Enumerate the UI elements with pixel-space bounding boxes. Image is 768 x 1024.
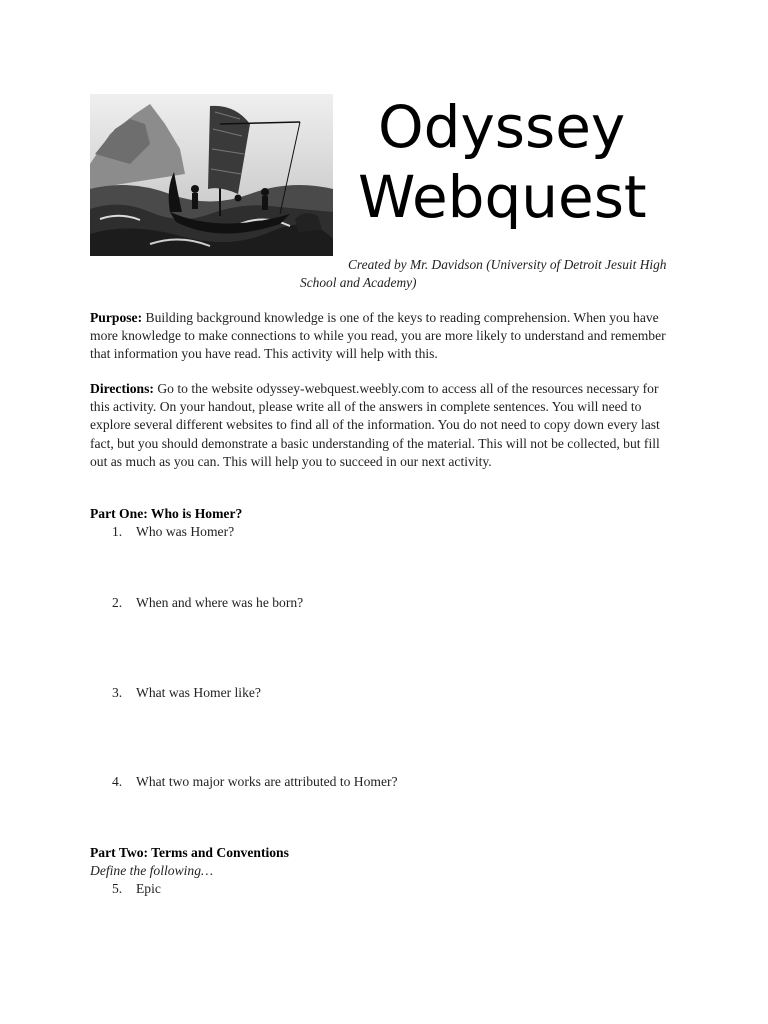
purpose-text: Building background knowledge is one of the keys to reading comprehension. When you have more knowledge to make connections to while you read, you are more likely to understand and remember that information you have read. This activity will help with this.: [90, 310, 666, 362]
question-number: 3.: [112, 685, 123, 700]
question-item: [112, 774, 398, 790]
question-item: [112, 595, 303, 611]
ship-drawing: [90, 94, 333, 256]
directions-text: Go to the website odyssey-webquest.weebly.com to access all of the resources necessary for this activity. On your handout, please write all of the answers in complete sentences. You will need to explore several different websites to find all of the information. You do not need to copy down every last fact, but you should demonstrate a basic understanding of the material. This will not be collected, but fill out as much as you can. This will help you to succeed in our next activity.: [90, 381, 660, 469]
title-line-2: Webquest: [358, 163, 647, 231]
question-number: 1.: [112, 524, 123, 539]
part-two-instruction: Define the following…: [90, 863, 214, 878]
purpose-label: Purpose:: [90, 310, 143, 325]
question-number: 5.: [112, 881, 123, 896]
part-two-heading: Part Two: Terms and Conventions: [90, 845, 289, 860]
part-one-heading: Part One: Who is Homer?: [90, 506, 243, 521]
question-item: [112, 881, 161, 897]
title-line-1: Odyssey: [378, 93, 626, 161]
ship-illustration: [90, 94, 333, 256]
question-item: [112, 524, 234, 540]
question-text: Epic: [136, 881, 161, 896]
question-item: [112, 685, 261, 701]
question-text: When and where was he born?: [136, 595, 304, 610]
question-text: What was Homer like?: [136, 685, 261, 700]
directions-paragraph: [90, 380, 680, 471]
directions-label: Directions:: [90, 381, 154, 396]
question-number: 4.: [112, 774, 123, 789]
author-credit: Created by Mr. Davidson (University of Detroit Jesuit High School and Academy): [300, 257, 667, 290]
question-text: What two major works are attributed to Homer?: [136, 774, 398, 789]
question-text: Who was Homer?: [136, 524, 235, 539]
document-title: [348, 92, 678, 232]
question-number: 2.: [112, 595, 123, 610]
purpose-paragraph: [90, 309, 680, 364]
